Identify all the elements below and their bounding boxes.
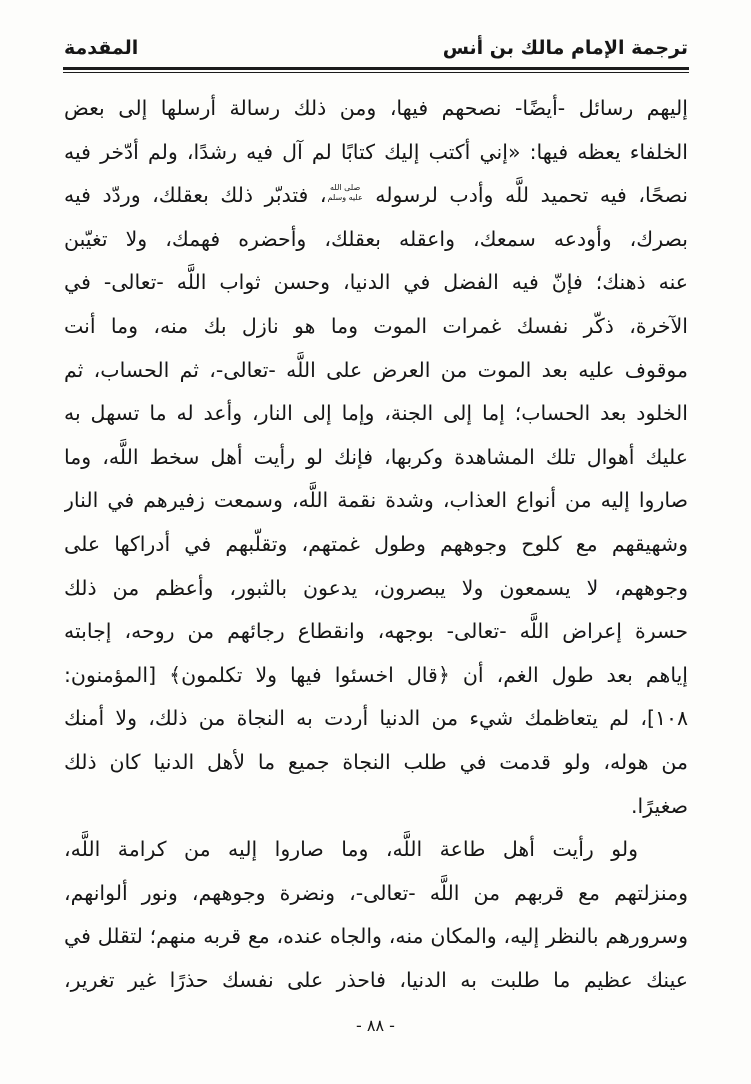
text-line: إليهم رسائل -أيضًا- نصحهم فيها، ومن ذلك رسالة أرسلها إلى بعض [64, 96, 688, 120]
text-line: بصرك، وأودعه سمعك، واعقله بعقلك، وأحضره فهمك، ولا تغيّبن [64, 226, 688, 251]
paragraph-1 [64, 87, 688, 828]
text-line: الخلود بعد الحساب؛ إما إلى الجنة، وإما إلى النار، وأعد له ما تسهل به [64, 401, 688, 426]
text-line: من هوله، ولو قدمت في طلب النجاة جميع ما لأهل الدنيا كان ذلك [64, 749, 688, 774]
body-text [64, 87, 688, 1002]
text-line: عليك أهوال تلك المشاهدة وكربها، فإنك لو رأيت أهل سخط اللَّه، وما [64, 444, 688, 469]
text-line: وجوههم، لا يسمعون ولا يبصرون، يدعون بالثبور، وأعظم من ذلك [64, 575, 688, 600]
text-line: ولو رأيت أهل طاعة اللَّه، وما صاروا إليه من كرامة اللَّه، [64, 837, 638, 862]
text-line: ١٠٨]، لم يتعاظمك شيء من الدنيا أردت به النجاة من ذلك، ولا أمنك [64, 706, 688, 731]
text-line: موقوف عليه بعد الموت من العرض على اللَّه -تعالى-، ثم الحساب، ثم [64, 357, 688, 382]
text-line: وشهيقهم مع كلوح وجوههم وطول غمتهم، وتقلّبهم في أدراكها على [64, 531, 688, 556]
salawat-icon [327, 183, 364, 203]
running-head-title: ترجمة الإمام مالك بن أنس [442, 37, 688, 59]
text-line: ومنزلتهم مع قربهم من اللَّه -تعالى-، ونضرة وجوههم، ونور ألوانهم، [64, 880, 688, 905]
text-line: وسرورهم بالنظر إليه، والمكان منه، والجاه عنده، مع قربه منهم؛ لتقلل في [64, 924, 688, 949]
text-line: حسرة إعراض اللَّه -تعالى- بوجهه، وانقطاع رجائهم من روحه، إجابته [64, 619, 688, 644]
text-line: صاروا إليه من أنواع العذاب، وشدة نقمة اللَّه، وسمعت زفيرهم في النار [64, 488, 688, 513]
running-head-section: المقدمة [64, 37, 139, 59]
page-number: - ٨٨ - [356, 1016, 395, 1035]
text-line: الخلفاء يعظه فيها: «إني أكتب إليك كتابًا لم آل فيه رشدًا، ولم أدّخر فيه [64, 139, 688, 164]
text-line: صغيرًا. [630, 793, 688, 818]
salawat-top: صلى الله [330, 183, 361, 193]
running-head [64, 34, 688, 62]
text-line: عينك عظيم ما طلبت به الدنيا، فاحذر على نفسك حذرًا غير تغرير، [64, 967, 688, 992]
text-segment: نصحًا، فيه تحميد للَّه وأدب لرسوله [375, 183, 688, 208]
header-divider [63, 67, 689, 73]
salawat-bottom: عليه وسلم [327, 193, 363, 203]
text-line: إياهم بعد طول الغم، أن ﴿قال اخسئوا فيها ولا تكلمون﴾ [المؤمنون: [64, 662, 688, 687]
paragraph-2 [64, 828, 688, 1002]
page-footer [0, 1016, 751, 1035]
text-line: عنه ذهنك؛ فإنّ فيه الفضل في الدنيا، وحسن ثواب اللَّه -تعالى- في [64, 270, 688, 295]
text-line [64, 174, 688, 218]
text-line: الآخرة، ذكّر نفسك غمرات الموت وما هو نازل بك منه، وما أنت [64, 313, 688, 338]
text-segment: ، فتدبّر ذلك بعقلك، وردّد فيه [64, 183, 327, 208]
